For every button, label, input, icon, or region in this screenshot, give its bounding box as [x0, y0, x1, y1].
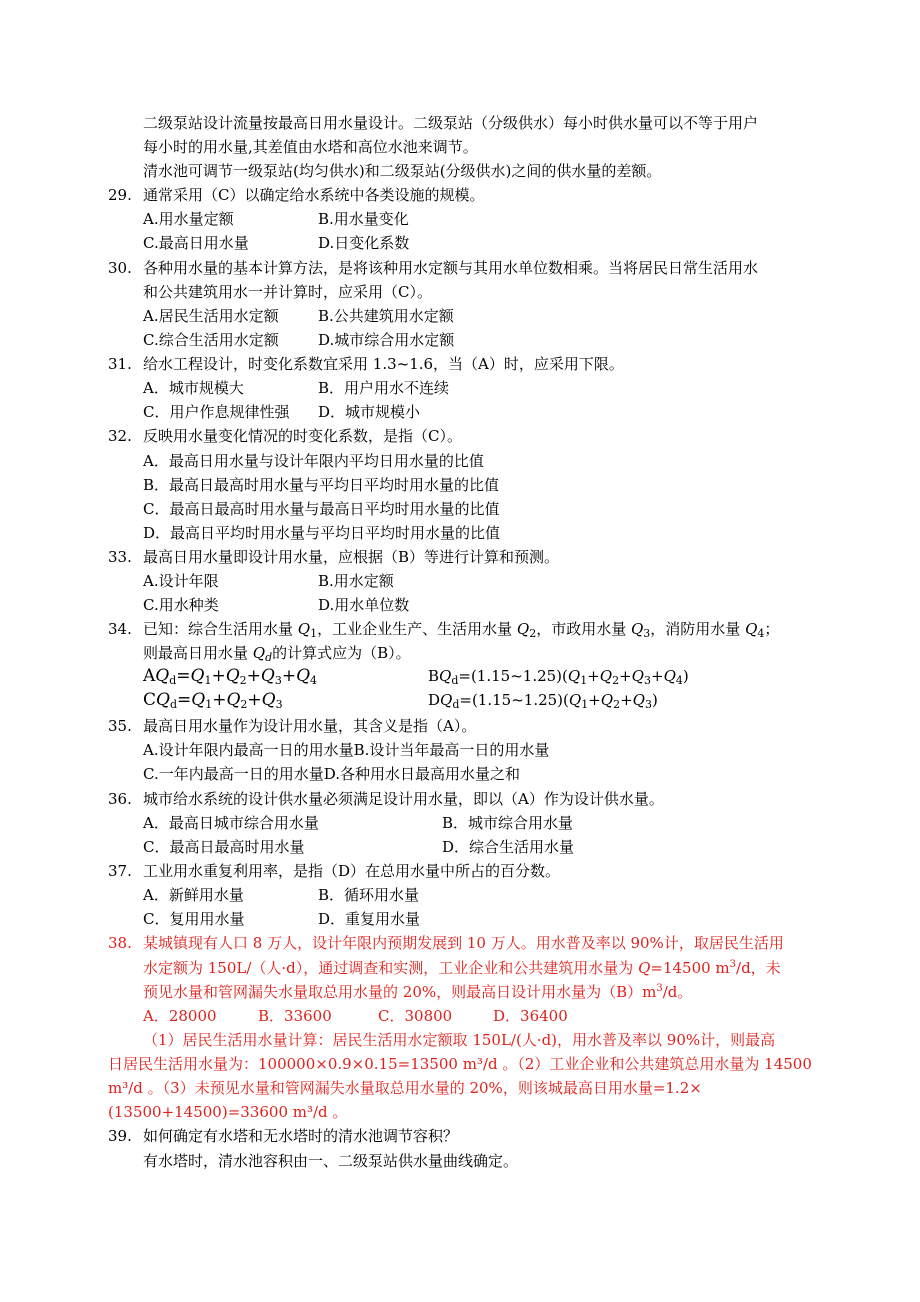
question-30-option-c: C.综合生活用水定额 [143, 331, 279, 349]
question-35-options-ab: A.设计年限内最高一日的用水量B.设计当年最高一日的用水量 [143, 741, 550, 759]
question-38-number: 38. [108, 934, 132, 952]
intro-paragraph-1: 二级泵站设计流量按最高日用水量设计。二级泵站（分级供水）每小时供水量可以不等于用户 [143, 114, 759, 132]
question-30-number: 30. [108, 259, 132, 277]
question-34-option-d: $DQ_d=(1.15\sim 1.25)(Q_1+Q_2+Q_3)$ [428, 691, 658, 711]
question-30-option-a: A.居民生活用水定额 [143, 307, 279, 325]
question-30-option-d: D.城市综合用水定额 [318, 331, 455, 349]
question-31-option-b: B．用户用水不连续 [318, 379, 450, 397]
question-33-option-a: A.设计年限 [143, 572, 219, 590]
question-31-text: 给水工程设计，时变化系数宜采用 1.3~1.6，当（A）时，应采用下限。 [143, 355, 624, 373]
question-39-answer: 有水塔时，清水池容积由一、二级泵站供水量曲线确定。 [143, 1152, 519, 1170]
question-33-text: 最高日用水量即设计用水量，应根据（B）等进行计算和预测。 [143, 548, 560, 566]
question-38-text-2: 水定额为 150L/（人·d），通过调查和实测，工业企业和公共建筑用水量为 Q=14500 $m^3/d$，未 [143, 959, 781, 977]
question-38-option-c: C．30800 [378, 1007, 453, 1025]
question-33-option-d: D.用水单位数 [318, 596, 410, 614]
question-37-option-b: B．循环用水量 [318, 886, 420, 904]
question-32-text: 反映用水量变化情况的时变化系数，是指（C）。 [143, 427, 462, 445]
question-31-number: 31. [108, 355, 132, 373]
question-33-number: 33. [108, 548, 132, 566]
question-39-text: 如何确定有水塔和无水塔时的清水池调节容积？ [143, 1127, 459, 1145]
question-38-solution-3: m³/d 。（3）未预见水量和管网漏失水量取总用水量的 20%，则该城最高日用水量=1.2× [108, 1079, 702, 1097]
question-29-option-c: C.最高日用水量 [143, 234, 249, 252]
question-34-option-b: $BQ_d=(1.15\sim 1.25)(Q_1+Q_2+Q_3+Q_4)$ [428, 667, 689, 687]
question-36-option-c: C．最高日最高时用水量 [143, 838, 305, 856]
question-29-option-a: A.用水量定额 [143, 210, 234, 228]
question-32-number: 32. [108, 427, 132, 445]
question-29-number: 29. [108, 186, 132, 204]
question-38-text: 某城镇现有人口 8 万人，设计年限内预期发展到 10 万人。用水普及率以 90%计，取居民生活用 [143, 934, 784, 952]
question-29-text: 通常采用（C）以确定给水系统中各类设施的规模。 [143, 186, 485, 204]
question-35-number: 35. [108, 717, 132, 735]
question-35-options-cd: C.一年内最高一日的用水量D.各种用水日最高用水量之和 [143, 765, 520, 783]
question-29-option-d: D.日变化系数 [318, 234, 410, 252]
intro-paragraph-1-cont: 每小时的用水量,其差值由水塔和高位水池来调节。 [143, 138, 478, 156]
question-33-option-c: C.用水种类 [143, 596, 219, 614]
question-32-option-a: A．最高日用水量与设计年限内平均日用水量的比值 [143, 452, 484, 470]
question-37-option-d: D．重复用水量 [318, 910, 421, 928]
question-36-option-d: D．综合生活用水量 [442, 838, 575, 856]
question-36-text: 城市给水系统的设计供水量必须满足设计用水量，即以（A）作为设计供水量。 [143, 790, 664, 808]
question-37-option-c: C．复用用水量 [143, 910, 245, 928]
question-31-option-c: C．用户作息规律性强 [143, 403, 290, 421]
question-32-option-b: B．最高日最高时用水量与平均日平均时用水量的比值 [143, 476, 500, 494]
question-37-text: 工业用水重复利用率，是指（D）在总用水量中所占的百分数。 [143, 862, 561, 880]
question-38-option-a: A．28000 [143, 1007, 217, 1025]
question-34-option-c: $CQ_d=Q_1+Q_2+Q_3$ [143, 690, 283, 711]
question-37-option-a: A．新鲜用水量 [143, 886, 244, 904]
question-37-number: 37. [108, 862, 132, 880]
question-38-text-3: 预见水量和管网漏失水量取总用水量的 20%，则最高日设计用水量为$(B)m^3/d$。 [143, 983, 693, 1001]
question-34-option-a: $AQ_d=Q_1+Q_2+Q_3+Q_4$ [143, 666, 318, 687]
question-36-number: 36. [108, 790, 132, 808]
question-36-option-a: A．最高日城市综合用水量 [143, 814, 319, 832]
question-30-text: 各种用水量的基本计算方法，是将该种用水定额与其用水单位数相乘。当将居民日常生活用水 [143, 259, 759, 277]
question-38-option-b: B．33600 [258, 1007, 332, 1025]
question-35-text: 最高日用水量作为设计用水量，其含义是指（A）。 [143, 717, 477, 735]
intro-paragraph-2: 清水池可调节一级泵站(均匀供水)和二级泵站(分级供水)之间的供水量的差额。 [143, 162, 662, 180]
question-30-text-cont: 和公共建筑用水一并计算时，应采用（C）。 [143, 283, 432, 301]
question-34-number: 34. [108, 620, 132, 638]
question-31-option-a: A．城市规模大 [143, 379, 244, 397]
question-30-option-b: B.公共建筑用水定额 [318, 307, 454, 325]
question-34-text: 已知：综合生活用水量 $Q_1$，工业企业生产、生活用水量 $Q_2$，市政用水量 $Q_3$，消防用水量 $Q_4$； [143, 620, 780, 640]
question-29-option-b: B.用水量变化 [318, 210, 409, 228]
question-38-solution-1: （1）居民生活用水量计算：居民生活用水定额取 150L/(人·d)，用水普及率以 90%计，则最高 [143, 1031, 776, 1049]
question-33-option-b: B.用水定额 [318, 572, 394, 590]
question-38-option-d: D．36400 [493, 1007, 568, 1025]
question-34-text-cont: 则最高日用水量 $Q_d$的计算式应为（B）。 [143, 644, 411, 664]
question-31-option-d: D．城市规模小 [318, 403, 421, 421]
question-32-option-d: D．最高日平均时用水量与平均日平均时用水量的比值 [143, 524, 501, 542]
question-39-number: 39. [108, 1127, 132, 1145]
question-38-solution-4: (13500+14500)=33600 m³/d 。 [108, 1103, 348, 1121]
question-38-solution-2: 日居民生活用水量为：100000×0.9×0.15=13500 m³/d 。（2）工业企业和公共建筑总用水量为 14500 [108, 1055, 812, 1073]
question-32-option-c: C．最高日最高时用水量与最高日平均时用水量的比值 [143, 500, 500, 518]
question-36-option-b: B．城市综合用水量 [442, 814, 574, 832]
